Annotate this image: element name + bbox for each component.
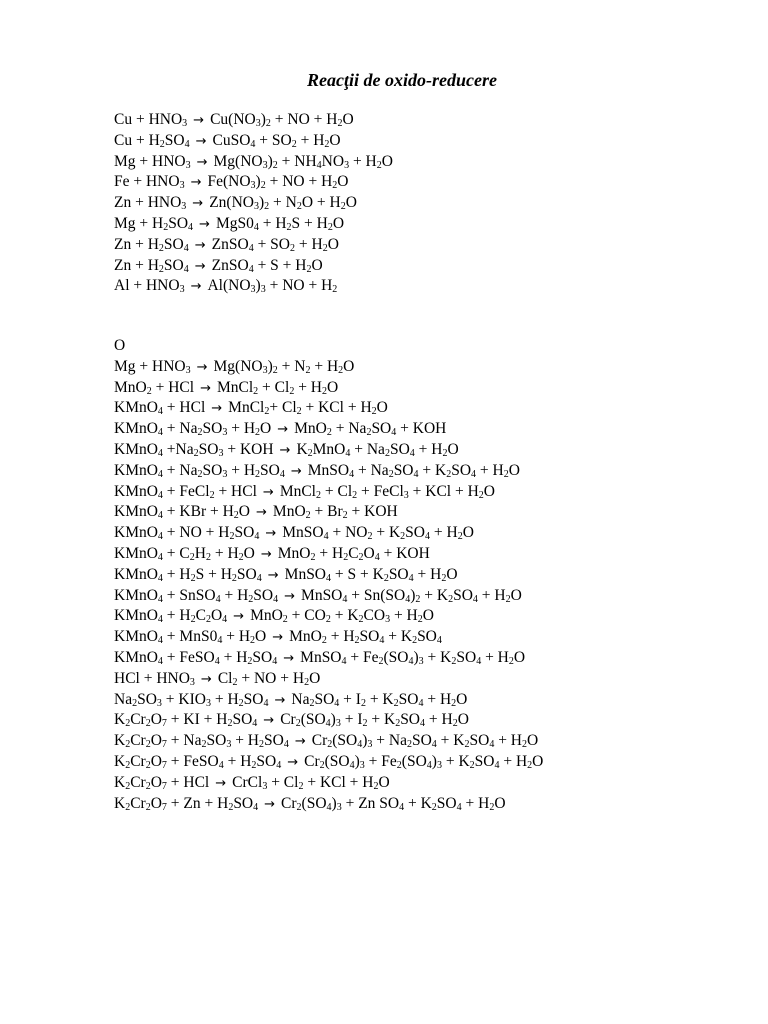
equation-reactants: $Zn + HNO_3$ [114,194,187,213]
equation-reactants: KMnO$_4$ + SnSO$_4$ + $H_2SO_4$ [114,586,279,605]
equation-reactants: $K_2Cr_2O_7$ + FeSO$_4$ + $H_2SO_4$ [114,752,282,771]
equation-line [114,773,543,794]
reaction-arrow-icon: → [294,734,306,750]
equation-products: ZnSO$_4$ + $S + H_2O$ [211,256,323,275]
reaction-arrow-icon: → [194,258,206,274]
equation-line [114,256,393,277]
equation-reactants: KMnO$_4$ $+Na_2SO_3$ + KOH [114,440,274,459]
equation-products: $K_2MnO_4 + Na_2SO_4 + H_2O$ [296,440,459,459]
equation-line [114,544,543,565]
reaction-arrow-icon: → [192,196,204,212]
reaction-arrow-icon: → [196,154,208,170]
equation-products: $MnO_2 + H_2C_2O_4$ + KOH [277,544,430,563]
equation-reactants: O [114,337,126,354]
equation-products: $MnO_2 + H_2SO_4 + K_2SO_4$ [289,628,442,647]
equation-products: $Cl_2$ + NO + $H_2O$ [217,669,321,688]
equation-products: MnSO$_4$ + $S + K_2SO_4 + H_2O$ [284,565,458,584]
equation-line [114,214,393,235]
equation-line [114,752,543,773]
reaction-arrow-icon: → [190,279,202,295]
equation-products: $MnO_2 + Br_2$ + KOH [272,503,398,522]
equation-reactants: KMnO$_4$ + $H_2S + H_2SO_4$ [114,565,262,584]
equation-reactants: KMnO$_4$ + HCl [114,399,206,418]
equation-products: $Fe(NO_3)_2$ + NO + $H_2O$ [207,173,349,192]
reaction-arrow-icon: → [193,113,205,128]
equation-reactants: KMnO$_4$ + $Na_2SO_3 + H_2O$ [114,420,272,439]
equation-products: MnSO$_4$ + $NO_2 + K_2SO_4 + H_2O$ [282,524,474,543]
equation-reactants: $Mg + HNO_3$ [114,152,191,171]
equation-line [114,440,543,461]
reaction-arrow-icon: → [260,546,272,562]
equation-reactants: $K_2Cr_2O_7$ + KI + $H_2SO_4$ [114,711,258,730]
page-title: Reacţii de oxido-reducere [307,70,497,90]
reaction-arrow-icon: → [283,650,295,666]
equation-reactants: KMnO$_4$ + $Na_2SO_3 + H_2SO_4$ [114,461,285,480]
equation-line [114,794,543,815]
reaction-arrow-icon: → [200,380,211,396]
equation-reactants: $Cu + HNO_3$ [114,111,188,129]
equation-reactants: MnO$_2$ + HCl [114,378,195,397]
equation-line [114,523,543,544]
equation-line [114,378,543,399]
equation-line [114,731,543,752]
equation-line [114,419,543,440]
equation-line [114,502,543,523]
equation-products: MnCl$_2$+ $Cl_2$ + KCl + $H_2O$ [228,399,388,418]
equation-reactants: $Fe + HNO_3$ [114,173,185,192]
reaction-arrow-icon: → [199,216,210,232]
equation-products: $Zn(NO_3)_2 + N_2O + H_2O$ [209,194,357,213]
equation-line [114,193,393,214]
equation-products: $Mg(NO_3)_2 + NH_4NO_3 + H_2O$ [213,152,393,171]
reaction-arrow-icon: → [279,442,291,458]
equation-reactants: KMnO$_4$ + NO + $H_2SO_4$ [114,524,260,543]
equation-line [114,586,543,607]
equation-products: $Cu(NO_3)_2$ + NO + $H_2O$ [210,111,354,129]
equation-products: MnSO$_4$ + $Sn(SO_4)_2 + K_2SO_4 + H_2O$ [301,586,522,605]
equation-line [114,152,393,173]
equation-reactants: $K_2Cr_2O_7 + Zn + H_2SO_4$ [114,794,259,813]
equation-products: $Na_2SO_4 + I_2 + K_2SO_4 + H_2O$ [291,690,468,709]
reaction-arrow-icon: → [272,630,284,646]
equation-products: $Cr_2(SO_4)_3 + Zn$ $SO_4 + K_2SO_4 + H_2O$ [281,794,506,813]
reaction-arrow-icon: → [200,671,212,687]
equation-line [114,357,543,378]
equation-line [114,710,543,731]
equation-line [114,482,543,503]
equation-products: $Cr_2(SO_4)_3 + Na_2SO_4 + K_2SO_4 + H_2O$ [311,732,539,751]
reaction-arrow-icon: → [215,775,227,791]
equation-products: $Al(NO_3)_3$ + NO + $H_2$ [207,277,338,296]
equation-reactants: $Zn + H_2SO_4$ [114,256,189,275]
reaction-arrow-icon: → [287,754,299,770]
reaction-arrow-icon: → [211,401,223,417]
equation-line [114,398,543,419]
equation-reactants: KMnO$_4$ + $H_2C_2O_4$ [114,607,228,626]
equation-reactants: $Na_2SO_3 + KIO_3 + H_2SO_4$ [114,690,269,709]
equation-reactants: $Al + HNO_3$ [114,277,185,296]
reaction-arrow-icon: → [194,237,206,253]
reaction-arrow-icon: → [264,796,276,812]
equation-line [114,131,393,152]
equation-line [114,648,543,669]
reaction-arrow-icon: → [233,609,245,625]
equation-products: MnSO$_4$ + $Na_2SO_4 + K_2SO_4 + H_2O$ [307,461,520,480]
reaction-arrow-icon: → [263,713,275,729]
equation-products: $Cr_2(SO_4)_3 + Fe_2(SO_4)_3 + K_2SO_4 + H_2O$ [304,752,544,771]
equation-line [114,690,543,711]
reaction-arrow-icon: → [196,359,208,375]
equation-line [114,276,393,297]
equation-line [114,235,393,256]
equation-reactants: $Mg + HNO_3$ [114,357,191,376]
equation-line [114,565,543,586]
reaction-arrow-icon: → [267,567,279,583]
equation-products: MnSO$_4$ + $Fe_2(SO_4)_3 + K_2SO_4 + H_2O$ [300,648,526,667]
equation-reactants: KMnO$_4$ + $MnS0_4 + H_2O$ [114,628,267,647]
equation-reactants: HCl + $HNO_3$ [114,669,195,688]
equation-reactants: $Mg + H_2SO_4$ [114,214,194,233]
reaction-list-group-b [114,336,543,814]
equation-reactants: $Cu + H_2SO_4$ [114,131,190,150]
equation-line [114,461,543,482]
reaction-list-group-a [114,110,393,297]
equation-products: ZnSO$_4$ + $SO_2 + H_2O$ [211,235,339,254]
reaction-arrow-icon: → [290,463,302,479]
equation-line [114,669,543,690]
equation-products: MnCl$_2$ + $Cl_2 + H_2O$ [216,378,339,397]
equation-reactants: $Zn + H_2SO_4$ [114,235,189,254]
equation-products: $MgS0_4 + H_2S + H_2O$ [215,214,345,233]
equation-products: $MnO_2 + CO_2 + K_2CO_3 + H_2O$ [250,607,434,626]
equation-line [114,172,393,193]
equation-reactants: KMnO$_4$ + FeCl$_2$ + HCl [114,482,257,501]
equation-line [114,110,393,131]
equation-reactants: $K_2Cr_2O_7 + Na_2SO_3 + H_2SO_4$ [114,732,289,751]
equation-reactants: KMnO$_4$ + $C_2H_2 + H_2O$ [114,544,255,563]
equation-products: $Cr_2(SO_4)_3 + I_2 + K_2SO_4 + H_2O$ [280,711,469,730]
reaction-arrow-icon: → [256,505,267,521]
reaction-arrow-icon: → [262,484,274,500]
equation-products: CuSO$_4$ + $SO_2 + H_2O$ [212,131,341,150]
reaction-arrow-icon: → [274,692,286,708]
reaction-arrow-icon: → [265,526,277,542]
reaction-arrow-icon: → [284,588,296,604]
equation-line [114,336,543,357]
reaction-arrow-icon: → [190,175,202,191]
equation-reactants: KMnO$_4$ + FeSO$_4$ + $H_2SO_4$ [114,648,278,667]
equation-line [114,627,543,648]
equation-products: MnCl$_2$ + $Cl_2$ + FeCl$_3$ + KCl + $H_2O$ [279,482,495,501]
equation-reactants: KMnO$_4$ + KBr + $H_2O$ [114,503,250,522]
equation-products: CrCl$_3$ + $Cl_2$ + KCl + $H_2O$ [232,773,390,792]
reaction-arrow-icon: → [195,133,207,149]
reaction-arrow-icon: → [277,422,289,438]
equation-line [114,606,543,627]
equation-reactants: $K_2Cr_2O_7$ + HCl [114,773,210,792]
equation-products: $Mg(NO_3)_2 + N_2 + H_2O$ [213,357,355,376]
equation-products: $MnO_2 + Na_2SO_4$ + KOH [294,420,447,439]
